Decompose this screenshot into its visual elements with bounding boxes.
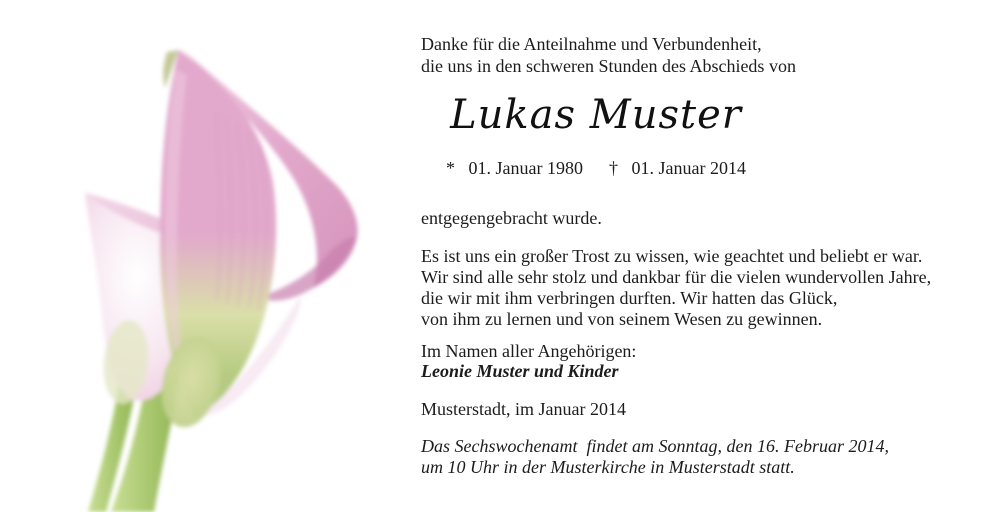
death-date: 01. Januar 2014 (631, 158, 746, 178)
main-lily (153, 48, 358, 433)
service-line-2: um 10 Uhr in der Musterkirche in Musterstadt statt. (421, 456, 795, 477)
place-date (421, 398, 626, 420)
intro-block (421, 33, 796, 77)
tribute-line: von ihm zu lernen und von seinem Wesen zu gewinnen. (421, 309, 823, 329)
tribute-line: die wir mit ihm verbringen durften. Wir hatten das Glück, (421, 288, 838, 308)
tribute-line: Es ist uns ein großer Trost zu wissen, wie geachtet und beliebt er war. (421, 246, 923, 266)
family-names: Leonie Muster und Kinder (421, 361, 619, 381)
birth-date-group (446, 157, 583, 179)
family-intro: Im Namen aller Angehörigen: (421, 341, 637, 361)
deceased-name: Lukas Muster (450, 92, 742, 138)
intro-line-1: Danke für die Anteilnahme und Verbundenheit, (421, 34, 762, 54)
life-dates (421, 157, 771, 179)
closing-line-text: entgegengebracht wurde. (421, 208, 602, 228)
death-date-group (609, 157, 746, 179)
service-line-1: Das Sechswochenamt findet am Sonntag, den 16. Februar 2014, (421, 436, 889, 456)
place-date-text: Musterstadt, im Januar 2014 (421, 399, 626, 419)
family-block (421, 341, 636, 381)
birth-star-symbol: * (446, 158, 456, 178)
service-announcement (421, 436, 889, 477)
intro-line-2: die uns in den schweren Stunden des Abschieds von (421, 56, 796, 76)
card-text (421, 0, 996, 512)
calla-lily-image (0, 0, 400, 512)
calla-lily-photo (0, 0, 400, 512)
closing-line (421, 207, 602, 229)
tribute-block (421, 246, 931, 330)
tribute-line: Wir sind alle sehr stolz und dankbar für die vielen wundervollen Jahre, (421, 267, 932, 287)
death-cross-symbol: † (609, 158, 618, 178)
birth-date: 01. Januar 1980 (468, 158, 583, 178)
